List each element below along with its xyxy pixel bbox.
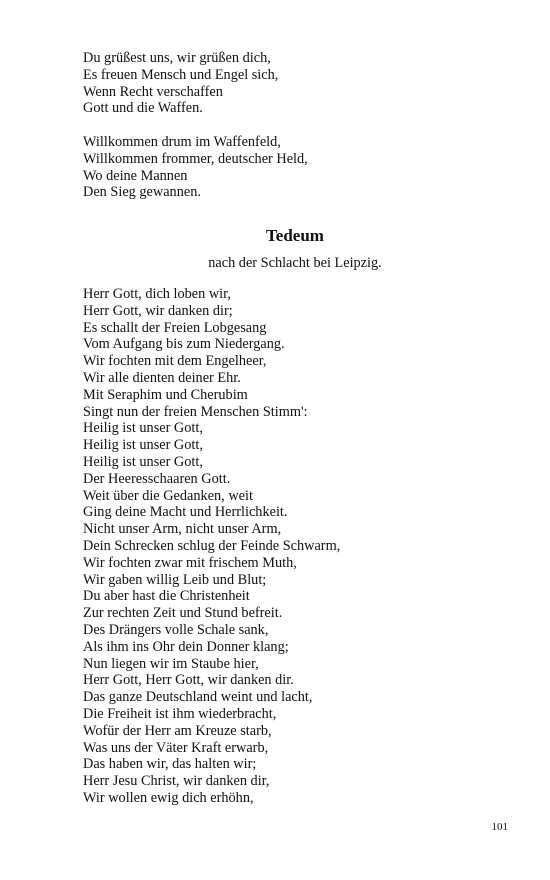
- poem-line: Gott und die Waffen.: [83, 100, 203, 117]
- poem-line: Heilig ist unser Gott,: [83, 453, 203, 470]
- poem-line: Nicht unser Arm, nicht unser Arm,: [83, 521, 282, 538]
- poem-line: Es freuen Mensch und Engel sich,: [83, 66, 279, 83]
- poem-subtitle: nach der Schlacht bei Leipzig.: [208, 255, 382, 271]
- poem-line: Herr Gott, wir danken dir;: [83, 302, 233, 319]
- poem-title: Tedeum: [266, 226, 324, 245]
- poem-line: Herr Gott, dich loben wir,: [83, 286, 231, 302]
- poem-line: Mit Seraphim und Cherubim: [83, 386, 248, 403]
- poem-line: Des Drängers volle Schale sank,: [83, 621, 269, 638]
- poem-line: Vom Aufgang bis zum Niedergang.: [83, 336, 285, 353]
- poem-line: Die Freiheit ist ihm wiederbracht,: [83, 705, 277, 722]
- poem-stanza: [83, 134, 513, 201]
- poem-line: Der Heeresschaaren Gott.: [83, 470, 231, 487]
- poem-line: Ging deine Macht und Herrlichkeit.: [83, 504, 288, 521]
- poem-line: Heilig ist unser Gott,: [83, 437, 203, 454]
- poem-line: Wir fochten zwar mit frischem Muth,: [83, 554, 297, 571]
- poem-line: Wo deine Mannen: [83, 167, 188, 184]
- poem-line: Wofür der Herr am Kreuze starb,: [83, 722, 272, 739]
- poem-line: Weit über die Gedanken, weit: [83, 487, 253, 504]
- poem-line: Herr Gott, Herr Gott, wir danken dir.: [83, 672, 294, 689]
- poem-line: Wenn Recht verschaffen: [83, 83, 223, 100]
- poem-stanza: [83, 286, 513, 807]
- poem-line: Du grüßest uns, wir grüßen dich,: [83, 50, 271, 66]
- poem-line: Dein Schrecken schlug der Feinde Schwarm,: [83, 537, 341, 554]
- poem-line: Wir alle dienten deiner Ehr.: [83, 369, 241, 386]
- poem-line: Willkommen frommer, deutscher Held,: [83, 150, 308, 167]
- poem-line: Als ihm ins Ohr dein Donner klang;: [83, 638, 289, 655]
- poem-line: Singt nun der freien Menschen Stimm':: [83, 403, 308, 420]
- poem-line: Das haben wir, das halten wir;: [83, 756, 257, 773]
- page-number: 101: [491, 821, 508, 833]
- poem-line: Heilig ist unser Gott,: [83, 420, 203, 437]
- poem-stanza: [83, 50, 513, 117]
- poem-line: Wir wollen ewig dich erhöhn,: [83, 789, 254, 806]
- poem-line: Herr Jesu Christ, wir danken dir,: [83, 773, 270, 790]
- poem-line: Den Sieg gewannen.: [83, 184, 201, 201]
- poem-line: Du aber hast die Christenheit: [83, 588, 250, 605]
- poem-line: Es schallt der Freien Lobgesang: [83, 319, 267, 336]
- poem-line: Willkommen drum im Waffenfeld,: [83, 134, 281, 150]
- poem-line: Wir gaben willig Leib und Blut;: [83, 571, 267, 588]
- poem-line: Wir fochten mit dem Engelheer,: [83, 353, 267, 370]
- poem-line: Das ganze Deutschland weint und lacht,: [83, 689, 313, 706]
- poem-line: Zur rechten Zeit und Stund befreit.: [83, 605, 283, 622]
- poem-line: Nun liegen wir im Staube hier,: [83, 655, 259, 672]
- poem-line: Was uns der Väter Kraft erwarb,: [83, 739, 269, 756]
